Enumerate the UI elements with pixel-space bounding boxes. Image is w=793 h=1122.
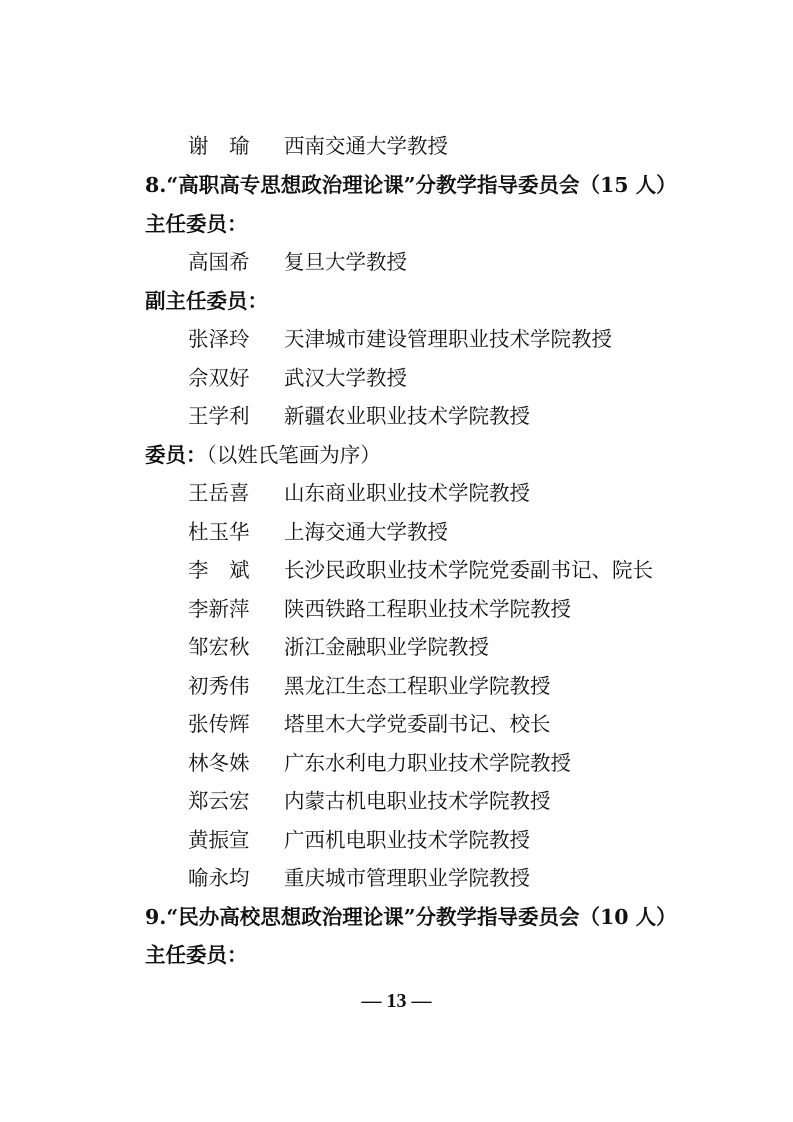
member-name: 郑云宏 xyxy=(188,789,250,813)
list-item xyxy=(188,673,748,699)
member-title: 天津城市建设管理职业技术学院教授 xyxy=(284,327,612,351)
member-title: 武汉大学教授 xyxy=(284,366,407,390)
list-item xyxy=(188,249,748,275)
member-name: 王学利 xyxy=(188,404,250,428)
member-name: 张泽玲 xyxy=(188,327,250,351)
list-item xyxy=(188,750,748,776)
member-title: 复旦大学教授 xyxy=(284,250,407,274)
list-item xyxy=(188,865,748,891)
member-title: 广东水利电力职业技术学院教授 xyxy=(284,751,571,775)
list-item xyxy=(188,403,748,429)
list-item xyxy=(188,634,748,660)
member-name: 林冬姝 xyxy=(188,751,250,775)
members-label-row xyxy=(145,442,381,468)
member-title: 内蒙古机电职业技术学院教授 xyxy=(284,789,551,813)
list-item xyxy=(188,557,748,583)
list-item xyxy=(188,133,748,159)
member-title: 黑龙江生态工程职业学院教授 xyxy=(284,674,551,698)
list-item xyxy=(188,711,748,737)
section-8-heading: 8.“高职高专思想政治理论课”分教学指导委员会（15 人） xyxy=(145,173,677,197)
page-number: — 13 — xyxy=(361,990,432,1012)
deputy-label: 副主任委员： xyxy=(145,289,268,313)
member-name: 张传辉 xyxy=(188,712,250,736)
member-title: 长沙民政职业技术学院党委副书记、院长 xyxy=(284,558,653,582)
list-item xyxy=(188,827,748,853)
section-9-director-label: 主任委员： xyxy=(145,943,248,967)
member-name: 佘双好 xyxy=(188,366,250,390)
member-name: 李 斌 xyxy=(188,558,250,582)
member-name: 黄振宣 xyxy=(188,828,250,852)
list-item xyxy=(188,596,748,622)
member-title: 上海交通大学教授 xyxy=(284,520,448,544)
director-label: 主任委员： xyxy=(145,212,248,236)
members-label: 委员： xyxy=(145,443,207,467)
member-title: 重庆城市管理职业学院教授 xyxy=(284,866,530,890)
section-9-heading: 9.“民办高校思想政治理论课”分教学指导委员会（10 人） xyxy=(145,905,677,929)
member-name: 王岳喜 xyxy=(188,481,250,505)
list-item xyxy=(188,365,748,391)
list-item xyxy=(188,326,748,352)
member-name: 喻永均 xyxy=(188,866,250,890)
member-title: 山东商业职业技术学院教授 xyxy=(284,481,530,505)
member-title: 广西机电职业技术学院教授 xyxy=(284,828,530,852)
members-note: （以姓氏笔画为序） xyxy=(206,443,381,467)
member-name: 杜玉华 xyxy=(188,520,250,544)
member-title: 浙江金融职业学院教授 xyxy=(284,635,489,659)
member-name: 邹宏秋 xyxy=(188,635,250,659)
member-title: 陕西铁路工程职业技术学院教授 xyxy=(284,597,571,621)
list-item xyxy=(188,519,748,545)
member-title: 西南交通大学教授 xyxy=(284,134,448,158)
member-title: 新疆农业职业技术学院教授 xyxy=(284,404,530,428)
member-name: 李新萍 xyxy=(188,597,250,621)
member-name: 谢 瑜 xyxy=(188,134,250,158)
member-name: 初秀伟 xyxy=(188,674,250,698)
list-item xyxy=(188,480,748,506)
list-item xyxy=(188,788,748,814)
member-name: 高国希 xyxy=(188,250,250,274)
member-title: 塔里木大学党委副书记、校长 xyxy=(284,712,551,736)
